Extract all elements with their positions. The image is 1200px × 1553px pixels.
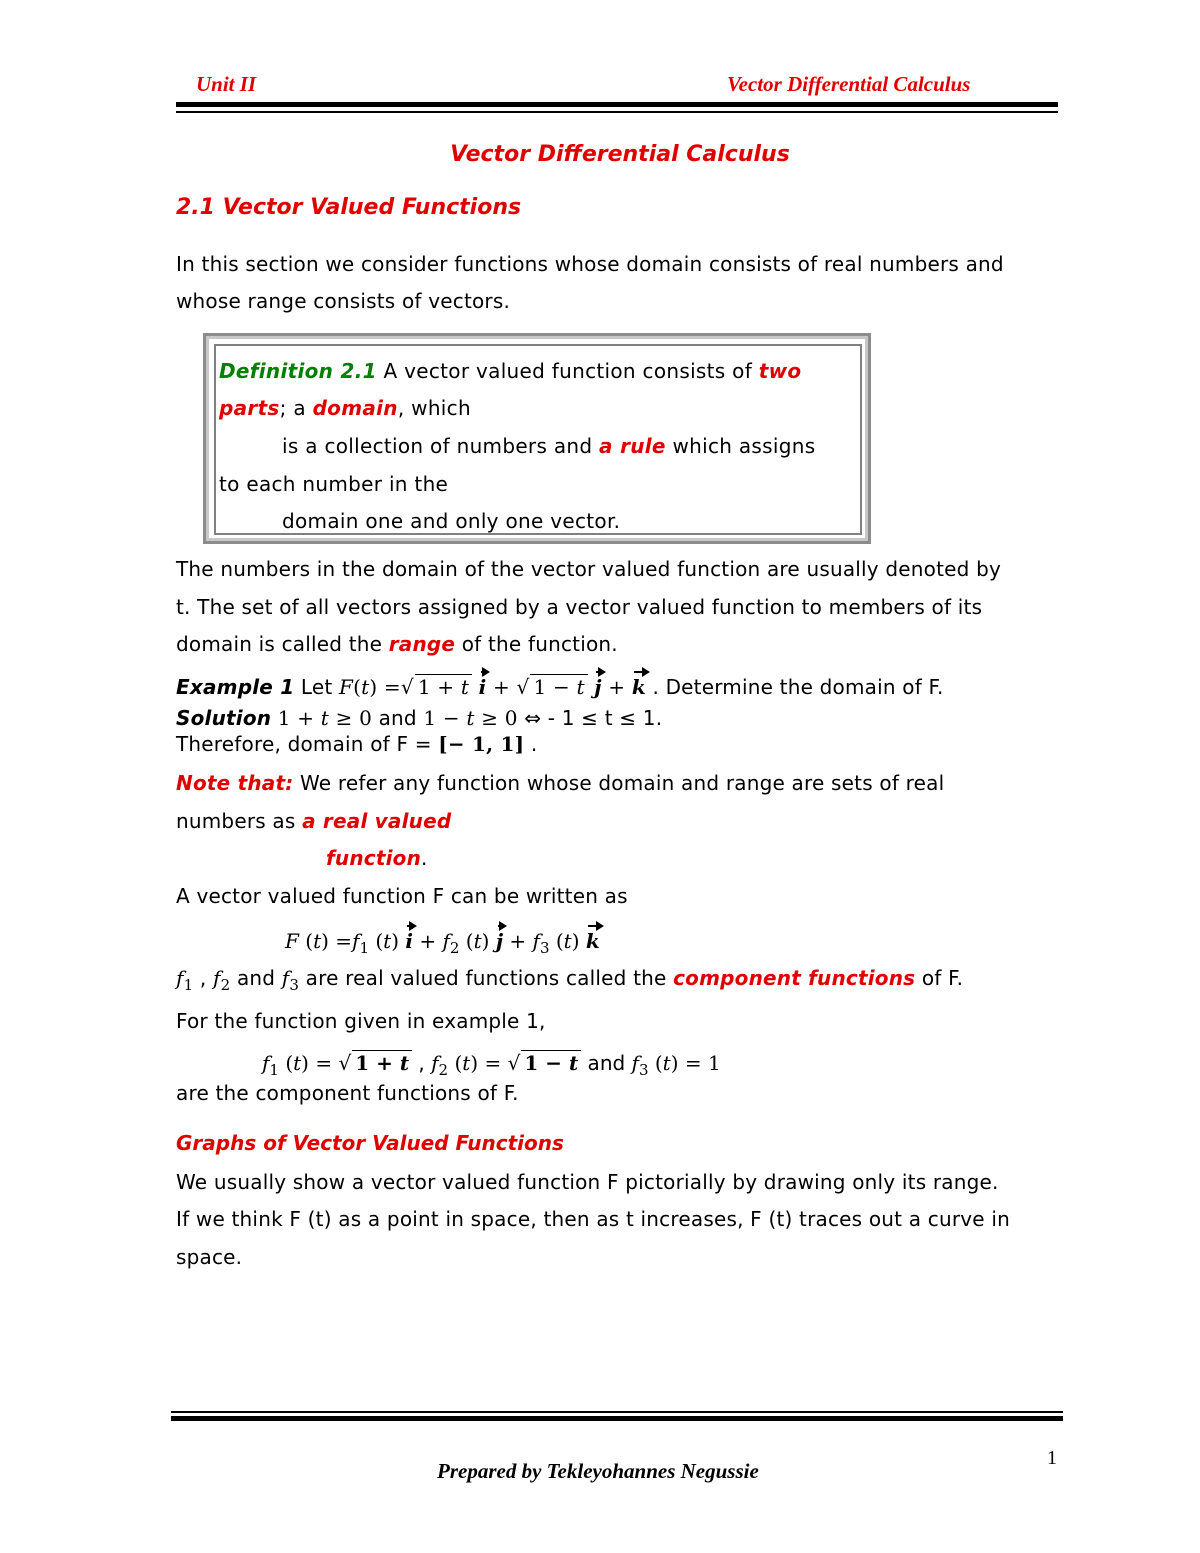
intro-line-2: whose range consists of vectors. [176, 289, 511, 313]
definition-line-3: is a collection of numbers and a rule which assigns [282, 434, 816, 458]
graphs-line-3: space. [176, 1245, 243, 1269]
solution-label: Solution [176, 706, 272, 730]
header-rule-thin [176, 111, 1058, 113]
note-line-1: Note that: We refer any function whose domain and range are sets of real [176, 771, 945, 795]
graphs-line-1: We usually show a vector valued function F pictorially by drawing only its range. [176, 1170, 999, 1194]
definition-line-4: to each number in the [219, 472, 449, 496]
note-line-2: numbers as a real valued [176, 809, 452, 833]
para2-line-1: The numbers in the domain of the vector valued function are usually denoted by [176, 557, 1002, 581]
therefore-line: Therefore, domain of F = [− 1, 1] . [176, 732, 538, 756]
note-label: Note that: [176, 771, 294, 795]
component-functions-term: component functions [673, 966, 916, 990]
note-line-3: function. [326, 846, 428, 870]
solution-line: Solution 1 + t ≥ 0 and 1 − t ≥ 0 ⇔ - 1 ≤ t ≤ 1. [176, 706, 663, 730]
header-title: Vector Differential Calculus [727, 72, 971, 96]
definition-line-5: domain one and only one vector. [282, 509, 621, 533]
footer-rule-thin [171, 1411, 1063, 1413]
domain-interval: − 1, 1 [447, 732, 515, 756]
example-line: Example 1 Let F(t) =√ 1 + t i + √ 1 − t j + k . Determine the domain of F. [176, 675, 944, 699]
footer-rule-thick [171, 1416, 1063, 1421]
are-components-line: are the component functions of F. [176, 1081, 519, 1105]
example-label: Example 1 [176, 675, 295, 699]
definition-line-1: Definition 2.1 A vector valued function consists of two [219, 359, 802, 383]
vector-form-intro: A vector valued function F can be written as [176, 884, 628, 908]
for-function-line: For the function given in example 1, [176, 1009, 546, 1033]
header-rule-thick [176, 102, 1058, 107]
para2-line-2: t. The set of all vectors assigned by a vector valued function to members of its [176, 595, 983, 619]
para2-line-3: domain is called the range of the function. [176, 632, 618, 656]
page-title: Vector Differential Calculus [450, 142, 790, 167]
definition-line-2: parts; a domain, which [219, 396, 471, 420]
example-formula: F [338, 675, 354, 699]
components-line: $f_1$ , $f_2$ and $f_3$ are real valued functions called the component functions of F. [176, 966, 964, 994]
section-heading: 2.1 Vector Valued Functions [176, 195, 522, 220]
header-unit: Unit II [196, 72, 257, 96]
graphs-line-2: If we think F (t) as a point in space, then as t increases, F (t) traces out a curve in [176, 1207, 1010, 1231]
component-functions-equation: $f_1$ (t) = √ 1 + t , $f_2$ (t) = √ 1 − t and $f_3$ (t) = 1 [262, 1051, 721, 1079]
page-number: 1 [1047, 1447, 1057, 1469]
footer-author: Prepared by Tekleyohannes Negussie [437, 1459, 759, 1483]
intro-line-1: In this section we consider functions whose domain consists of real numbers and [176, 252, 1004, 276]
definition-label: Definition 2.1 [219, 359, 377, 383]
range-term: range [388, 632, 456, 656]
vector-form-equation: F $(t) =f_1$ (t) $i + f_2$ (t) $j + f_3$ (t) k [285, 929, 600, 957]
graphs-heading: Graphs of Vector Valued Functions [176, 1131, 564, 1155]
